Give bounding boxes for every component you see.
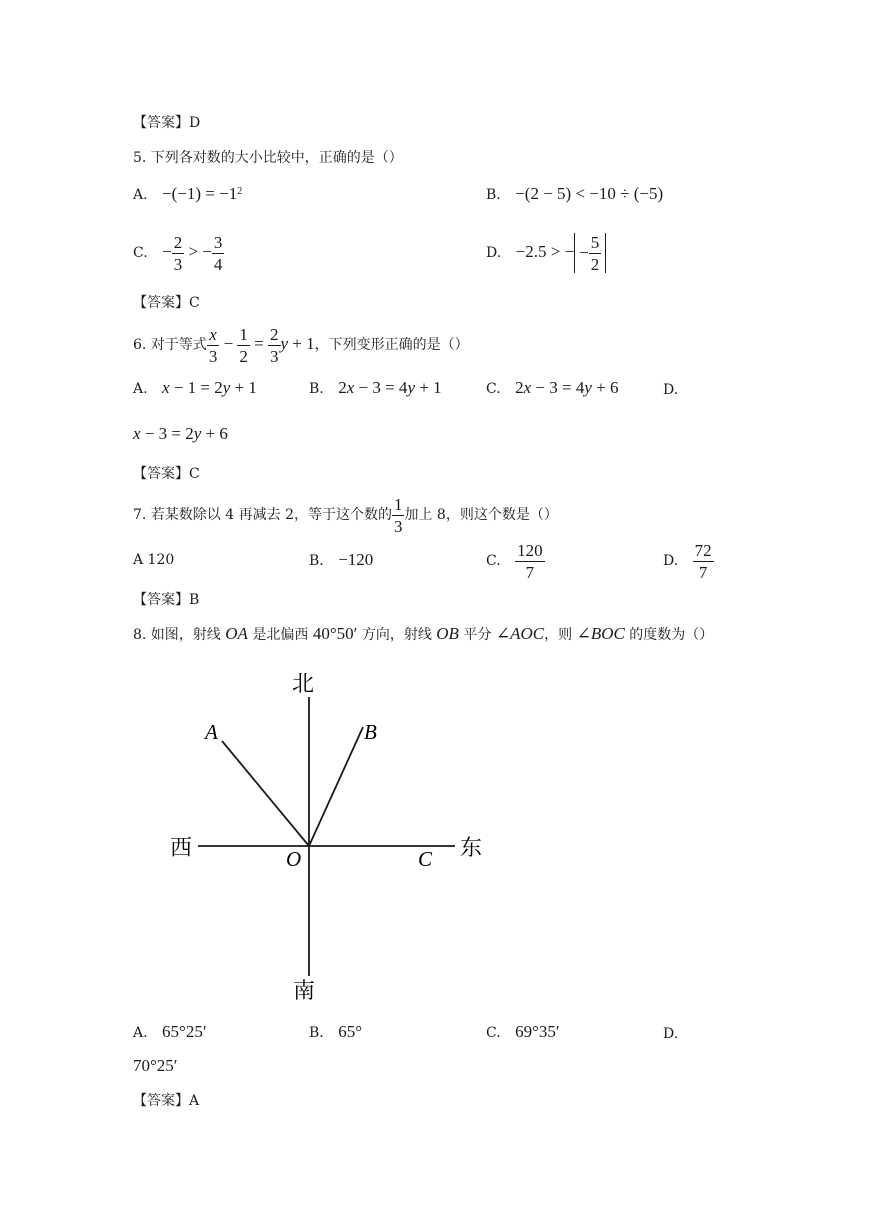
q5-option-a-expr: $-(-1) = -1^2$ bbox=[162, 184, 243, 203]
ray-ob bbox=[309, 727, 363, 846]
q8-option-c-value: 69°35′ bbox=[515, 1022, 560, 1041]
q7-fraction: $\frac{1}{3}$ bbox=[393, 494, 403, 536]
q6-option-b-label: B. bbox=[309, 381, 324, 397]
q8-answer: 【答案】A bbox=[133, 1093, 200, 1109]
q8-stem-part-4: 平分 bbox=[463, 627, 492, 643]
label-point-a: A bbox=[205, 720, 218, 744]
label-east: 东 bbox=[460, 835, 483, 860]
q8-option-a[interactable] bbox=[133, 1024, 207, 1041]
q5-option-c-expr: − $\frac{2}{3}$ > − $\frac{3}{4}$ bbox=[162, 232, 223, 274]
q7-answer: 【答案】B bbox=[133, 592, 200, 608]
q8-option-c-label: C. bbox=[486, 1025, 501, 1041]
q8-option-d-value: 70°25′ bbox=[133, 1056, 178, 1075]
q7-option-c-label: C. bbox=[486, 553, 501, 569]
q7-option-d-expr: $\frac{72}{7}$ bbox=[694, 540, 712, 582]
q8-option-b-value: 65° bbox=[338, 1022, 363, 1041]
label-west: 西 bbox=[170, 835, 193, 860]
q8-angle-value: 40°50′ bbox=[312, 624, 358, 643]
q6-stem-suffix: ，下列变形正确的是（） bbox=[314, 337, 469, 353]
label-south: 南 bbox=[293, 978, 316, 1003]
q8-stem-part-6: 的度数为（） bbox=[629, 627, 714, 643]
ray-oa bbox=[222, 741, 309, 846]
q8-option-a-label: A. bbox=[133, 1025, 148, 1041]
q8-option-d-label: D. bbox=[663, 1026, 679, 1042]
label-point-b: B bbox=[364, 720, 377, 744]
q6-option-a-label: A. bbox=[133, 381, 148, 397]
q6-option-d-label: D. bbox=[663, 382, 679, 398]
q5-option-b-expr: −(2 − 5) < −10 ÷ (−5) bbox=[515, 184, 664, 203]
q8-stem-part-5: ，则 bbox=[544, 627, 573, 643]
q5-option-a-label: A. bbox=[133, 187, 148, 203]
q7-option-b-label: B. bbox=[309, 553, 324, 569]
q8-option-b-label: B. bbox=[309, 1025, 324, 1041]
q6-equation: $\frac{x}{3}$ − $\frac{1}{2}$ = $\frac{2}{3}$ y + 1 bbox=[208, 324, 315, 366]
q8-option-b[interactable] bbox=[309, 1024, 362, 1041]
q5-stem: 5. 下列各对数的大小比较中，正确的是（） bbox=[133, 150, 403, 166]
label-north: 北 bbox=[292, 671, 315, 696]
q7-option-a[interactable]: A 120 bbox=[133, 552, 175, 568]
q6-stem-prefix: 6. 对于等式 bbox=[133, 337, 207, 353]
label-point-o: O bbox=[286, 847, 302, 871]
q5-option-c-label: C. bbox=[133, 245, 148, 261]
q8-option-d[interactable] bbox=[663, 1026, 688, 1042]
q7-stem-suffix: 加上 8，则这个数是（） bbox=[404, 507, 558, 523]
q8-stem-part-3: 方向，射线 bbox=[361, 627, 432, 643]
q7-option-d-label: D. bbox=[663, 553, 679, 569]
q7-stem-prefix: 7. 若某数除以 4 再减去 2，等于这个数的 bbox=[133, 507, 392, 523]
q6-option-c-label: C. bbox=[486, 381, 501, 397]
q8-figure-lines bbox=[198, 697, 455, 976]
q5-answer: 【答案】C bbox=[133, 295, 200, 311]
q8-ray-ob: OB bbox=[436, 624, 459, 643]
q6-option-a-expr: x − 1 = 2y + 1 bbox=[162, 378, 257, 397]
q6-option-b-expr: 2x − 3 = 4y + 1 bbox=[338, 378, 442, 397]
q8-angle-boc: ∠BOC bbox=[576, 624, 625, 643]
q5-option-d-expr: −2.5 > − − $\frac{5}{2}$ bbox=[516, 242, 607, 261]
q5-option-b-label: B. bbox=[486, 187, 501, 203]
q7-option-b-expr: −120 bbox=[338, 550, 374, 569]
q8-angle-aoc: ∠AOC bbox=[495, 624, 545, 643]
q8-option-a-value: 65°25′ bbox=[162, 1022, 207, 1041]
q8-stem-part-2: 是北偏西 bbox=[252, 627, 309, 643]
q7-option-c-expr: $\frac{120}{7}$ bbox=[517, 540, 543, 582]
q8-option-c[interactable] bbox=[486, 1024, 560, 1041]
q8-stem-part-1: 8. 如图，射线 bbox=[133, 627, 221, 643]
q4-answer: 【答案】D bbox=[133, 115, 201, 131]
q6-option-c-expr: 2x − 3 = 4y + 6 bbox=[515, 378, 619, 397]
q6-answer: 【答案】C bbox=[133, 466, 200, 482]
q6-option-d-expr: x − 3 = 2y + 6 bbox=[133, 424, 228, 443]
label-point-c: C bbox=[418, 847, 433, 871]
q8-option-d-value-line bbox=[133, 1058, 178, 1075]
q8-ray-oa: OA bbox=[225, 624, 248, 643]
q5-option-d-label: D. bbox=[486, 245, 502, 261]
